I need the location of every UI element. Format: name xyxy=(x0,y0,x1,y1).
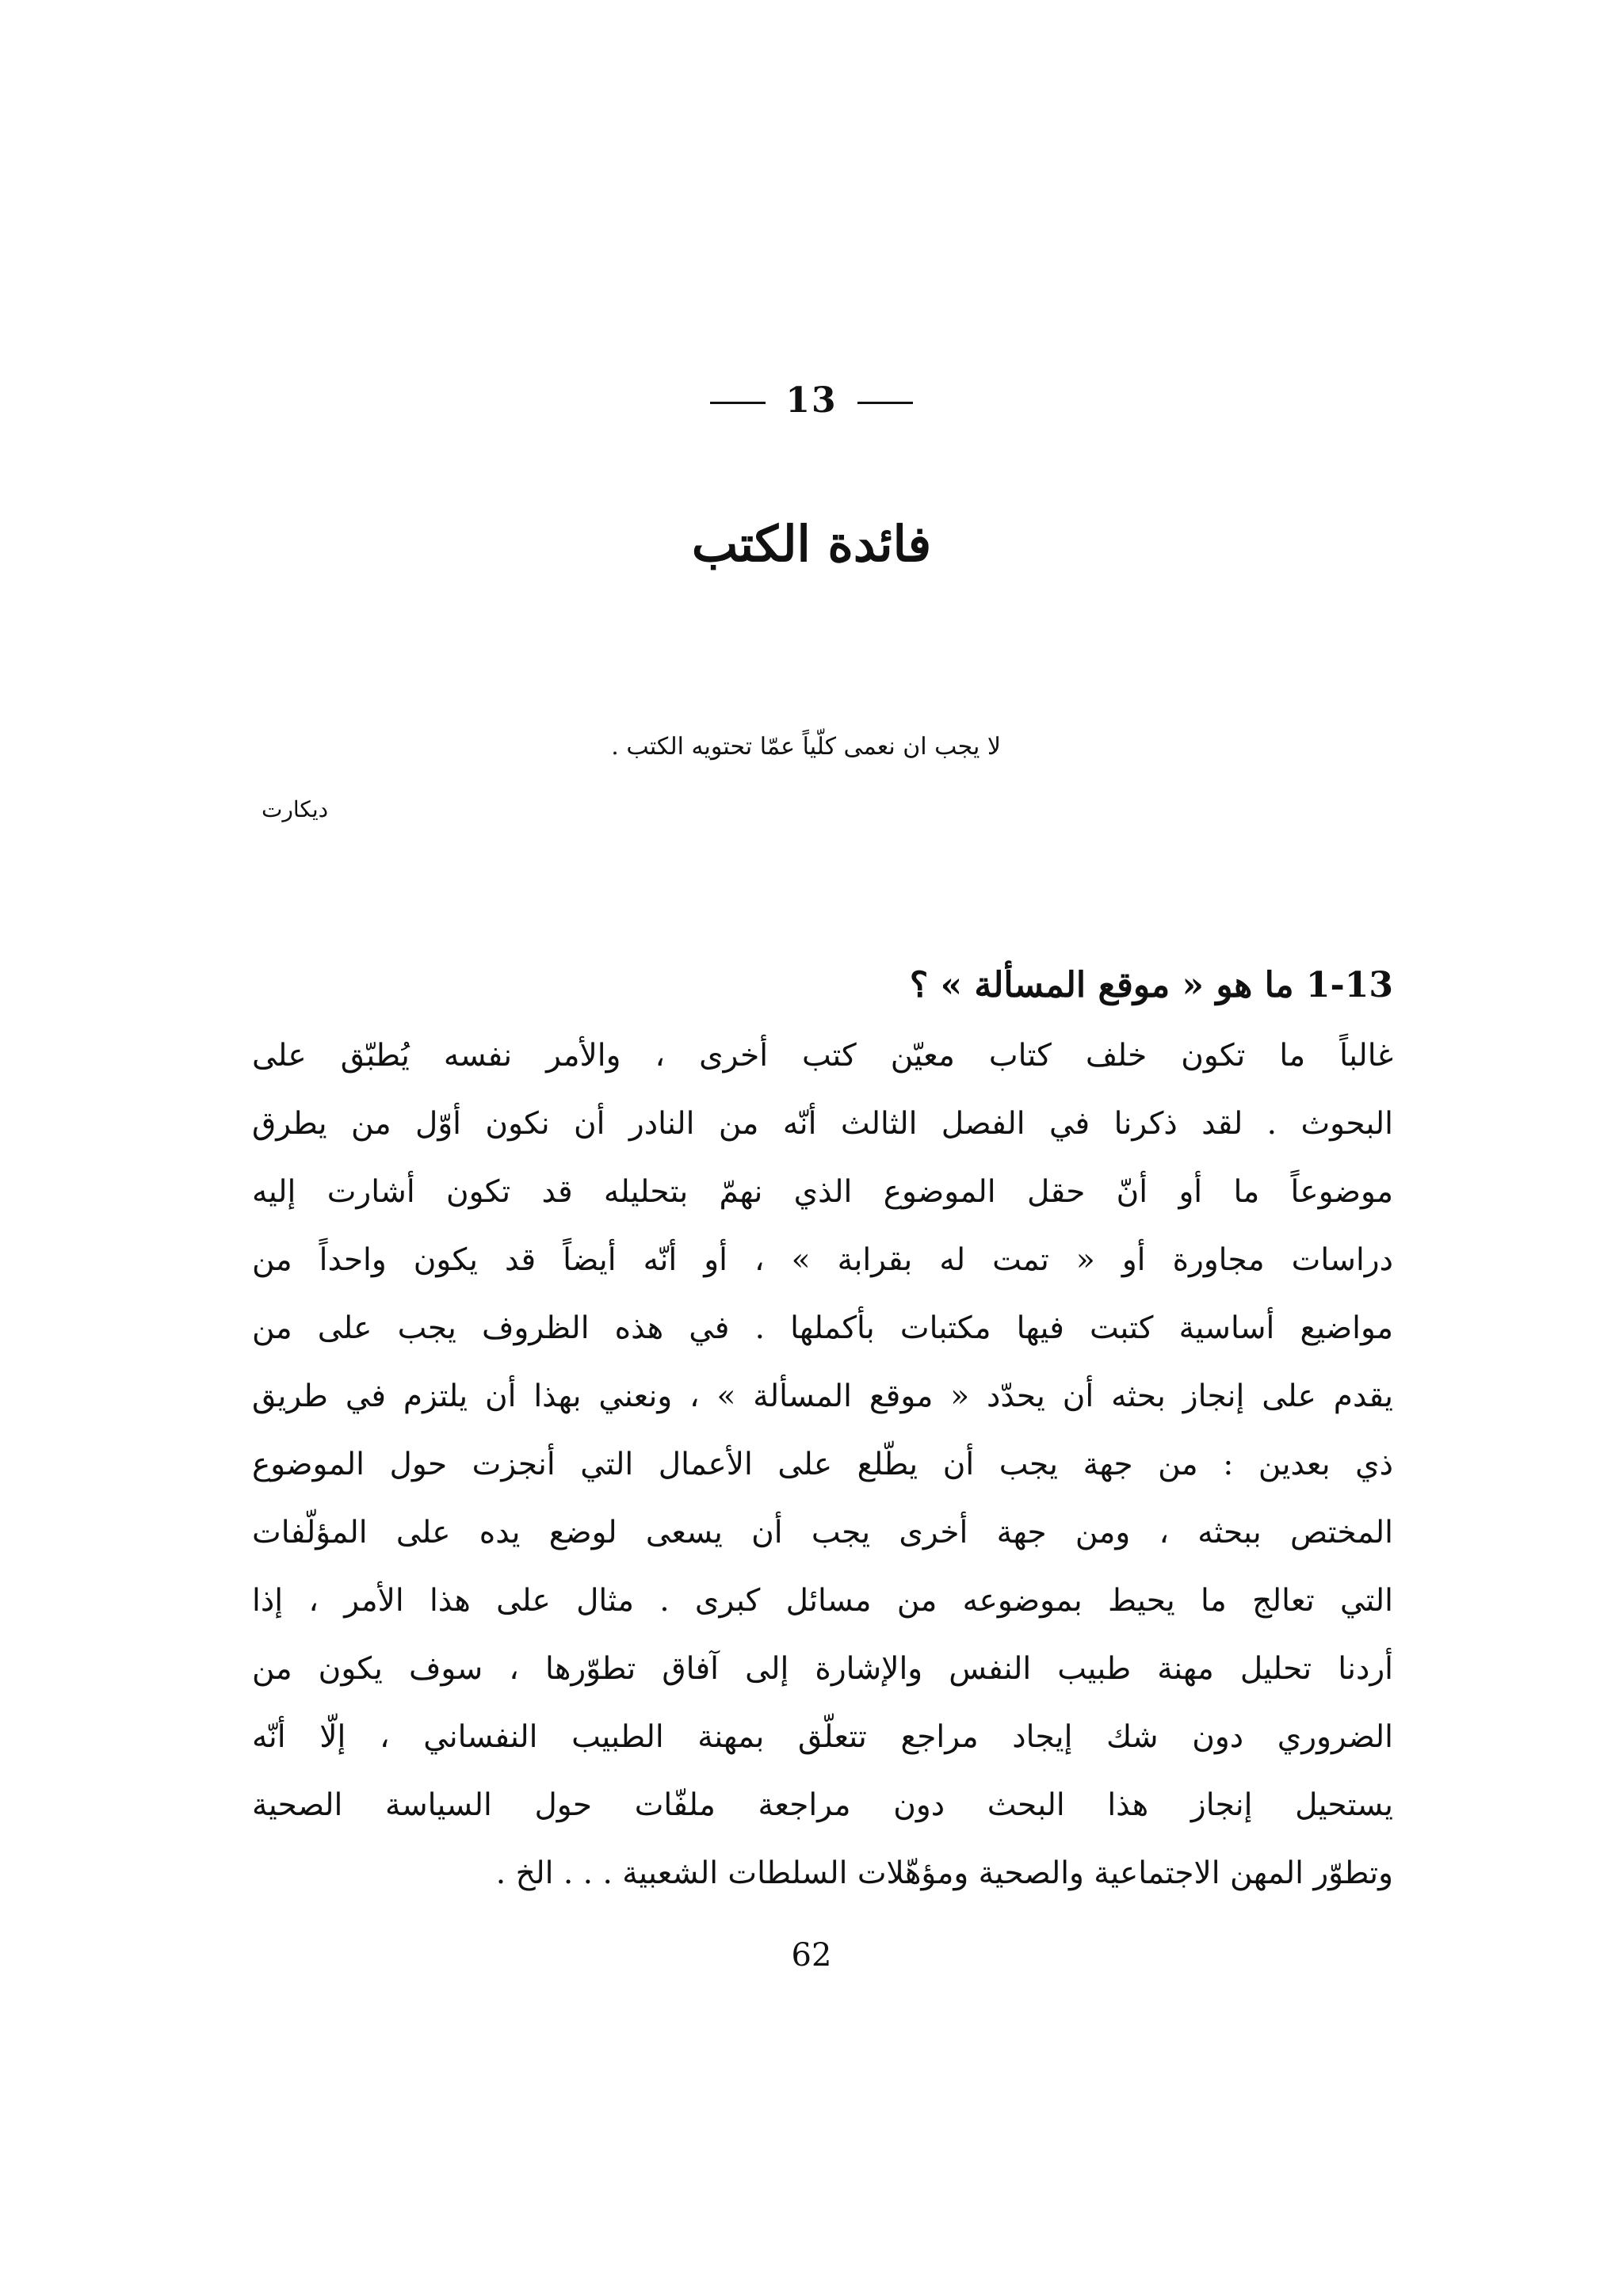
body-line: البحوث . لقد ذكرنا في الفصل الثالث أنّه من النادر أن نكون أوّل من يطرق xyxy=(252,1106,1393,1142)
body-line: المختص ببحثه ، ومن جهة أخرى يجب أن يسعى لوضع يده على المؤلّفات xyxy=(252,1515,1393,1550)
epigraph-author: ديكارت xyxy=(262,796,329,822)
body-line: وتطوّر المهن الاجتماعية والصحية ومؤهّلات السلطات الشعبية . . . الخ . xyxy=(495,1855,1393,1891)
page-number: 62 xyxy=(791,1937,832,1974)
section-body xyxy=(252,1022,1393,1908)
body-line: موضوعاً ما أو أنّ حقل الموضوع الذي نهمّ بتحليله قد تكون أشارت إليه xyxy=(252,1174,1393,1210)
body-line: ذي بعدين : من جهة يجب أن يطّلع على الأعمال التي أنجزت حول الموضوع xyxy=(252,1447,1393,1482)
chapter-number xyxy=(0,380,1623,421)
body-line: يقدم على إنجاز بحثه أن يحدّد « موقع المسألة » ، ونعني بهذا أن يلتزم في طريق xyxy=(252,1379,1393,1414)
chapter-title: فائدة الكتب xyxy=(691,515,932,573)
body-line: التي تعالج ما يحيط بموضوعه من مسائل كبرى . مثال على هذا الأمر ، إذا xyxy=(252,1583,1393,1619)
chapter-number-right-dash xyxy=(857,402,913,404)
section-heading: 1-13 ما هو « موقع المسألة » ؟ xyxy=(909,965,1393,1005)
body-line: غالباً ما تكون خلف كتاب معيّن كتب أخرى ، والأمر نفسه يُطبّق على xyxy=(252,1038,1393,1074)
body-line: الضروري دون شك إيجاد مراجع تتعلّق بمهنة الطبيب النفساني ، إلّا أنّه xyxy=(252,1719,1393,1755)
body-line: مواضيع أساسية كتبت فيها مكتبات بأكملها . في هذه الظروف يجب على من xyxy=(252,1310,1393,1346)
body-line: أردنا تحليل مهنة طبيب النفس والإشارة إلى آفاق تطوّرها ، سوف يكون من xyxy=(252,1651,1393,1687)
epigraph-quote: لا يجب ان نعمى كلّياً عمّا تحتويه الكتب . xyxy=(611,733,1001,761)
body-line: دراسات مجاورة أو « تمت له بقرابة » ، أو أنّه أيضاً قد يكون واحداً من xyxy=(252,1242,1393,1278)
chapter-number-text: 13 xyxy=(785,380,838,421)
chapter-number-left-dash xyxy=(710,402,766,404)
body-line: يستحيل إنجاز هذا البحث دون مراجعة ملفّات حول السياسة الصحية xyxy=(252,1787,1393,1823)
